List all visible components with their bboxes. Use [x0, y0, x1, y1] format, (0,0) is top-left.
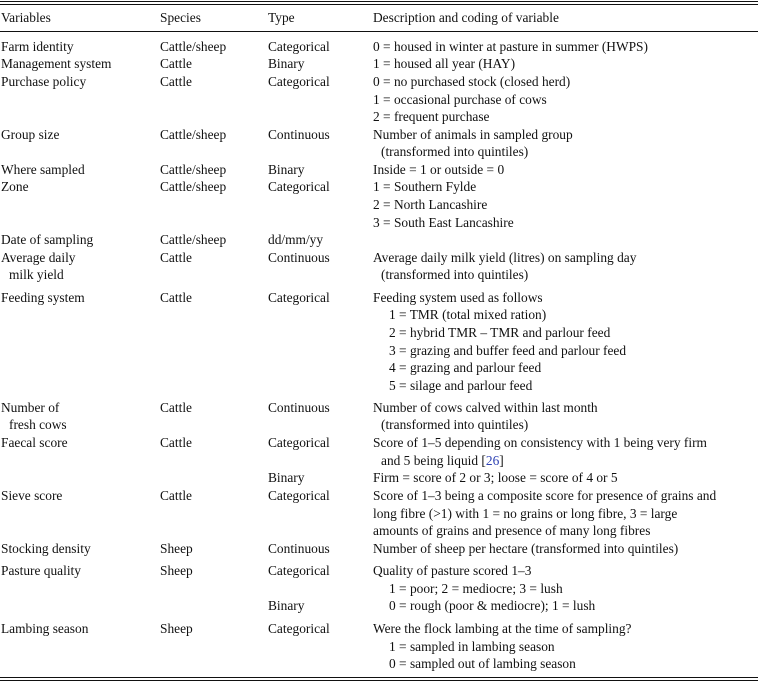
description-line: Number of animals in sampled group	[373, 127, 573, 142]
description-line: 2 = hybrid TMR – TMR and parlour feed	[389, 325, 611, 340]
citation-link[interactable]: 26	[485, 453, 500, 468]
type-value: Categorical	[268, 435, 330, 450]
description-line: (transformed into quintiles)	[381, 267, 529, 282]
species-value: Cattle	[160, 56, 192, 71]
type-value: Continuous	[268, 250, 330, 265]
description-line: 1 = poor; 2 = mediocre; 3 = lush	[389, 581, 563, 596]
description-line: Average daily milk yield (litres) on sampling day	[373, 250, 637, 265]
type-value: Binary	[268, 56, 305, 71]
description-line: 2 = frequent purchase	[373, 109, 490, 124]
type-value: Categorical	[268, 563, 330, 578]
description-line: 1 = sampled in lambing season	[389, 639, 555, 654]
top-rule-double	[0, 4, 758, 5]
description-line: long fibre (>1) with 1 = no grains or long fibre, 3 = large	[373, 506, 678, 521]
species-value: Sheep	[160, 541, 193, 556]
type-value: Categorical	[268, 290, 330, 305]
description-line: amounts of grains and presence of many long fibres	[373, 523, 651, 538]
type-value: Categorical	[268, 179, 330, 194]
species-value: Cattle	[160, 400, 192, 415]
variable-name: Where sampled	[1, 162, 85, 177]
species-value: Sheep	[160, 563, 193, 578]
type-value: Categorical	[268, 621, 330, 636]
description-line: 4 = grazing and parlour feed	[389, 360, 542, 375]
species-value: Cattle	[160, 250, 192, 265]
type-value: Continuous	[268, 127, 330, 142]
description-line: Score of 1–3 being a composite score for presence of grains and	[373, 488, 717, 503]
variable-name: Lambing season	[1, 621, 89, 636]
bottom-rule	[0, 677, 758, 678]
description-line: 1 = TMR (total mixed ration)	[389, 307, 547, 322]
header-rule	[0, 31, 758, 32]
variable-name: Purchase policy	[1, 74, 87, 89]
description-line: 0 = rough (poor & mediocre); 1 = lush	[389, 598, 596, 613]
type-value-secondary: Binary	[268, 470, 305, 485]
type-value: Continuous	[268, 400, 330, 415]
variable-name: Farm identity	[1, 39, 74, 54]
type-value: Categorical	[268, 488, 330, 503]
description-line: Number of cows calved within last month	[373, 400, 598, 415]
species-value: Cattle	[160, 435, 192, 450]
variable-name: Management system	[1, 56, 112, 71]
variable-name: Average daily	[1, 250, 76, 265]
description-line: 1 = occasional purchase of cows	[373, 92, 547, 107]
species-value: Cattle/sheep	[160, 232, 227, 247]
species-value: Cattle/sheep	[160, 162, 227, 177]
top-rule	[0, 1, 758, 2]
variable-name-continued: milk yield	[9, 267, 64, 282]
species-value: Cattle	[160, 488, 192, 503]
description-line: 0 = no purchased stock (closed herd)	[373, 74, 571, 89]
variable-name: Date of sampling	[1, 232, 94, 247]
variable-name: Pasture quality	[1, 563, 81, 578]
description-line: 0 = sampled out of lambing season	[389, 656, 576, 671]
type-value: dd/mm/yy	[268, 232, 324, 247]
species-value: Cattle	[160, 74, 192, 89]
description-line: (transformed into quintiles)	[381, 144, 529, 159]
description-line: 3 = South East Lancashire	[373, 215, 514, 230]
species-value: Cattle/sheep	[160, 179, 227, 194]
type-value-secondary: Binary	[268, 598, 305, 613]
variable-name: Feeding system	[1, 290, 85, 305]
description-line	[373, 452, 504, 470]
variable-name: Zone	[1, 179, 29, 194]
description-line: (transformed into quintiles)	[381, 417, 529, 432]
description-line: Score of 1–5 depending on consistency with 1 being very firm	[373, 435, 707, 450]
variable-name: Group size	[1, 127, 60, 142]
species-value: Cattle	[160, 290, 192, 305]
header-variables: Variables	[1, 10, 51, 25]
description-line: 1 = Southern Fylde	[373, 179, 477, 194]
type-value: Continuous	[268, 541, 330, 556]
bottom-rule-double	[0, 680, 758, 681]
description-line: Feeding system used as follows	[373, 290, 543, 305]
description-line: Inside = 1 or outside = 0	[373, 162, 505, 177]
variable-name: Sieve score	[1, 488, 63, 503]
variable-name-continued: fresh cows	[9, 417, 67, 432]
type-value: Binary	[268, 162, 305, 177]
header-type: Type	[268, 10, 295, 25]
type-value: Categorical	[268, 39, 330, 54]
variable-name: Faecal score	[1, 435, 68, 450]
description-line: 1 = housed all year (HAY)	[373, 56, 516, 71]
type-value: Categorical	[268, 74, 330, 89]
description-text: and 5 being liquid [	[381, 453, 486, 468]
species-value: Cattle/sheep	[160, 39, 227, 54]
variable-name: Number of	[1, 400, 60, 415]
header-description: Description and coding of variable	[373, 10, 559, 25]
description-line: 5 = silage and parlour feed	[389, 378, 533, 393]
species-value: Sheep	[160, 621, 193, 636]
description-line: 0 = housed in winter at pasture in summer (HWPS)	[373, 39, 648, 54]
species-value: Cattle/sheep	[160, 127, 227, 142]
description-line: Were the flock lambing at the time of sampling?	[373, 621, 632, 636]
header-species: Species	[160, 10, 201, 25]
variable-name: Stocking density	[1, 541, 91, 556]
citation-close: ]	[499, 453, 504, 468]
description-line: Firm = score of 2 or 3; loose = score of 4 or 5	[373, 470, 618, 485]
description-line: Quality of pasture scored 1–3	[373, 563, 532, 578]
description-line: Number of sheep per hectare (transformed into quintiles)	[373, 541, 679, 556]
description-line: 3 = grazing and buffer feed and parlour feed	[389, 343, 627, 358]
description-line: 2 = North Lancashire	[373, 197, 488, 212]
